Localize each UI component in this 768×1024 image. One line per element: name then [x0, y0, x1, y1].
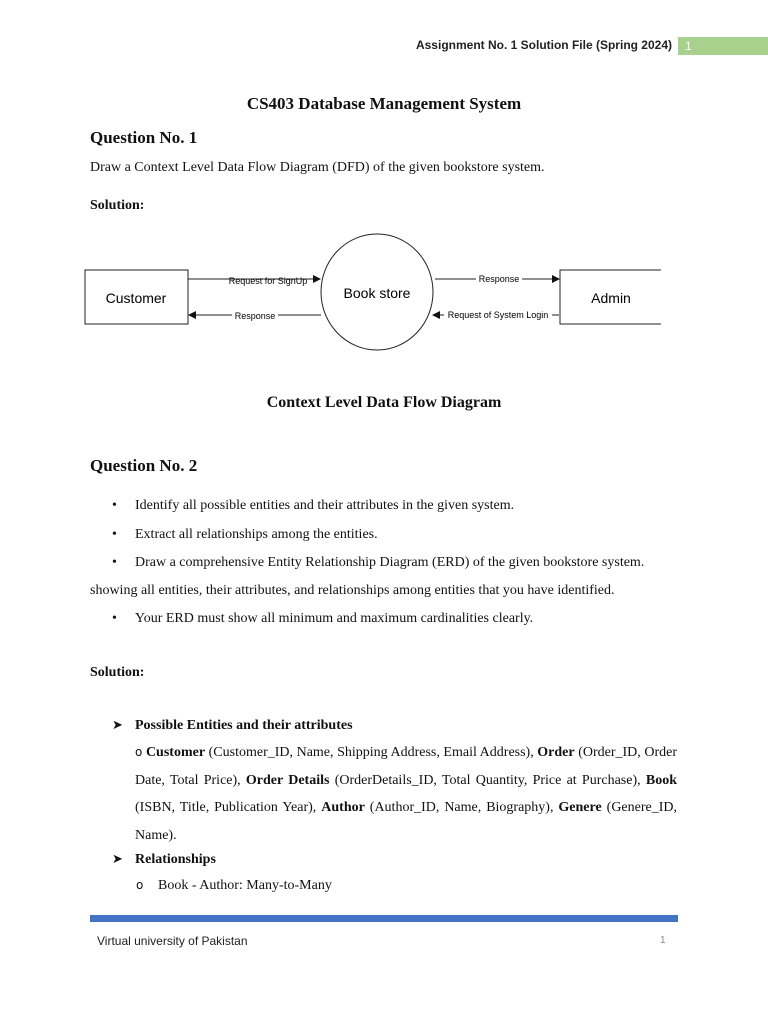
arrowhead-bullet-icon: ➤ — [112, 852, 123, 867]
relationships-heading-text: Relationships — [135, 852, 216, 867]
question-2-bullet — [112, 555, 644, 571]
entity-customer-attrs: (Customer_ID, Name, Shipping Address, Email Address), — [205, 745, 538, 760]
circle-bullet-icon: o — [136, 878, 144, 892]
flow-signup-label: Request for SignUp — [228, 276, 308, 286]
entities-heading-text: Possible Entities and their attributes — [135, 718, 353, 733]
diagram-caption: Context Level Data Flow Diagram — [266, 394, 502, 411]
entities-paragraph — [135, 739, 677, 849]
bullet-icon: • — [112, 555, 117, 570]
entity-author-attrs: (Author_ID, Name, Biography), — [364, 800, 559, 815]
process-label: Book store — [343, 285, 411, 301]
relationship-text: Book - Author: Many-to-Many — [158, 878, 332, 893]
entity-order: Order — [537, 745, 575, 760]
flow-response-right-label: Response — [478, 274, 520, 284]
bullet-icon: • — [112, 527, 117, 542]
course-title: CS403 Database Management System — [246, 94, 522, 113]
bullet-text: Your ERD must show all minimum and maximum cardinalities clearly. — [135, 611, 534, 626]
customer-label: Customer — [105, 290, 167, 306]
entity-book: Book — [645, 772, 678, 788]
entity-order-attrs: (Order_ID, Order Date, Total Price), — [135, 745, 678, 788]
header-page-number: 1 — [678, 37, 768, 55]
entity-order-details: Order Details — [245, 772, 330, 788]
flow-response-left-label: Response — [234, 311, 276, 321]
context-dfd-diagram — [80, 228, 670, 356]
entities-heading — [112, 718, 353, 734]
entity-author: Author — [321, 800, 365, 815]
question-2-heading: Question No. 2 — [90, 456, 198, 475]
question-2-continuation: showing all entities, their attributes, and relationships among entities that you have identified. — [90, 583, 615, 598]
entity-genere-attrs: (Genere_ID, Name). — [135, 800, 677, 843]
entity-order-details-attrs: (OrderDetails_ID, Total Quantity, Price at Purchase), — [329, 772, 646, 788]
relationship-item — [136, 878, 332, 894]
question-2-solution-label: Solution: — [90, 665, 145, 680]
flow-login-label: Request of System Login — [447, 310, 549, 320]
admin-label: Admin — [591, 290, 631, 306]
entity-customer: Customer — [145, 745, 206, 760]
bullet-icon: • — [112, 498, 117, 513]
footer-university: Virtual university of Pakistan — [97, 934, 248, 948]
question-1-solution-label: Solution: — [90, 198, 145, 213]
circle-bullet-icon: o — [135, 745, 143, 759]
question-2-bullet — [112, 611, 533, 627]
bullet-icon: • — [112, 611, 117, 626]
footer-divider — [90, 915, 678, 922]
relationships-heading — [112, 852, 216, 868]
question-1-heading: Question No. 1 — [90, 128, 198, 147]
question-2-bullet — [112, 498, 514, 514]
header-title: Assignment No. 1 Solution File (Spring 2024) — [415, 38, 672, 52]
entity-genere: Genere — [558, 800, 602, 815]
footer-page-number: 1 — [660, 935, 666, 946]
question-1-text: Draw a Context Level Data Flow Diagram (DFD) of the given bookstore system. — [90, 160, 545, 175]
bullet-text: Draw a comprehensive Entity Relationship Diagram (ERD) of the given bookstore system. — [135, 555, 645, 570]
arrowhead-bullet-icon: ➤ — [112, 718, 123, 733]
question-2-bullet — [112, 527, 378, 543]
entity-book-attrs: (ISBN, Title, Publication Year), — [135, 800, 322, 815]
bullet-text: Extract all relationships among the entities. — [135, 527, 378, 542]
bullet-text: Identify all possible entities and their attributes in the given system. — [135, 498, 515, 513]
